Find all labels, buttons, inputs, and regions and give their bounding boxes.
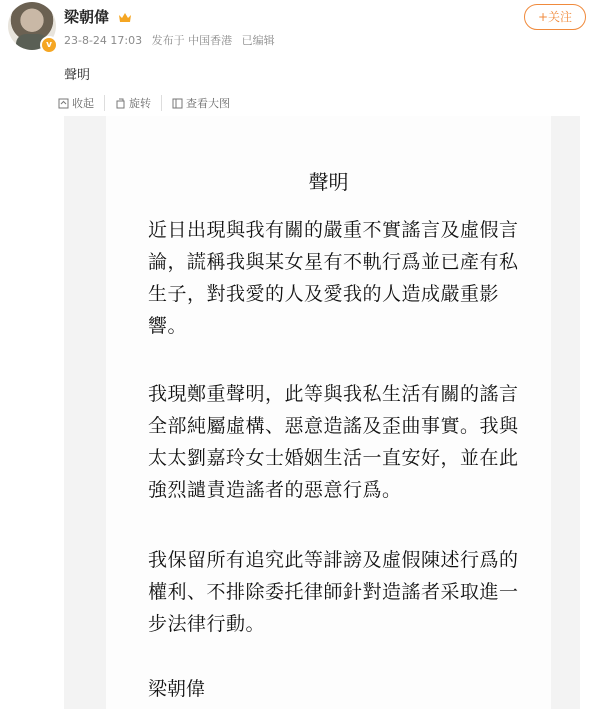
verified-badge-icon: v — [40, 36, 58, 54]
statement-paragraph-1 — [148, 214, 548, 342]
author-name[interactable]: 梁朝偉 — [64, 8, 110, 26]
statement-document — [106, 116, 551, 709]
statement-title: 聲明 — [308, 170, 349, 194]
post-timestamp[interactable]: 23-8-24 17:03 — [64, 34, 143, 47]
view-large-label: 查看大图 — [186, 97, 230, 110]
follow-button[interactable]: +关注 — [524, 4, 586, 30]
statement-line: 響。 — [148, 315, 188, 337]
statement-line: 強烈譴責造謠者的惡意行爲。 — [148, 479, 402, 501]
collapse-icon — [58, 98, 69, 109]
collapse-button[interactable] — [58, 95, 105, 111]
rotate-button[interactable] — [115, 95, 162, 111]
statement-line: 我保留所有追究此等誹謗及虛假陳述行爲的 — [148, 549, 519, 571]
statement-line: 步法律行動。 — [148, 613, 266, 635]
statement-line: 近日出現與我有關的嚴重不實謠言及虛假言 — [148, 219, 519, 241]
rotate-label: 旋转 — [129, 97, 151, 110]
post-image[interactable] — [64, 116, 580, 709]
author-name-row — [64, 6, 132, 27]
image-toolbar — [58, 92, 580, 114]
view-large-icon — [172, 98, 183, 109]
statement-line: 全部純屬虛構、惡意造謠及歪曲事實。我與 — [148, 415, 519, 437]
statement-signature: 梁朝偉 — [148, 678, 206, 700]
statement-line: 權利、不排除委托律師針對造謠者采取進一 — [148, 581, 519, 603]
post-source: 发布于 中国香港 — [151, 34, 233, 47]
post-meta — [64, 32, 281, 48]
statement-line: 論，謊稱我與某女星有不軌行爲並已產有私 — [148, 251, 519, 273]
edited-label[interactable]: 已编辑 — [241, 34, 275, 47]
statement-line: 生子，對我愛的人及愛我的人造成嚴重影 — [148, 283, 500, 305]
statement-line: 我現鄭重聲明，此等與我私生活有關的謠言 — [148, 383, 519, 405]
collapse-label: 收起 — [72, 97, 94, 110]
crown-icon — [118, 12, 132, 23]
rotate-icon — [115, 98, 126, 109]
statement-line: 太太劉嘉玲女士婚姻生活一直安好，並在此 — [148, 447, 519, 469]
post-text: 聲明 — [64, 68, 91, 83]
view-large-button[interactable] — [172, 95, 240, 111]
statement-paragraph-3 — [148, 544, 548, 640]
statement-paragraph-2 — [148, 378, 548, 506]
